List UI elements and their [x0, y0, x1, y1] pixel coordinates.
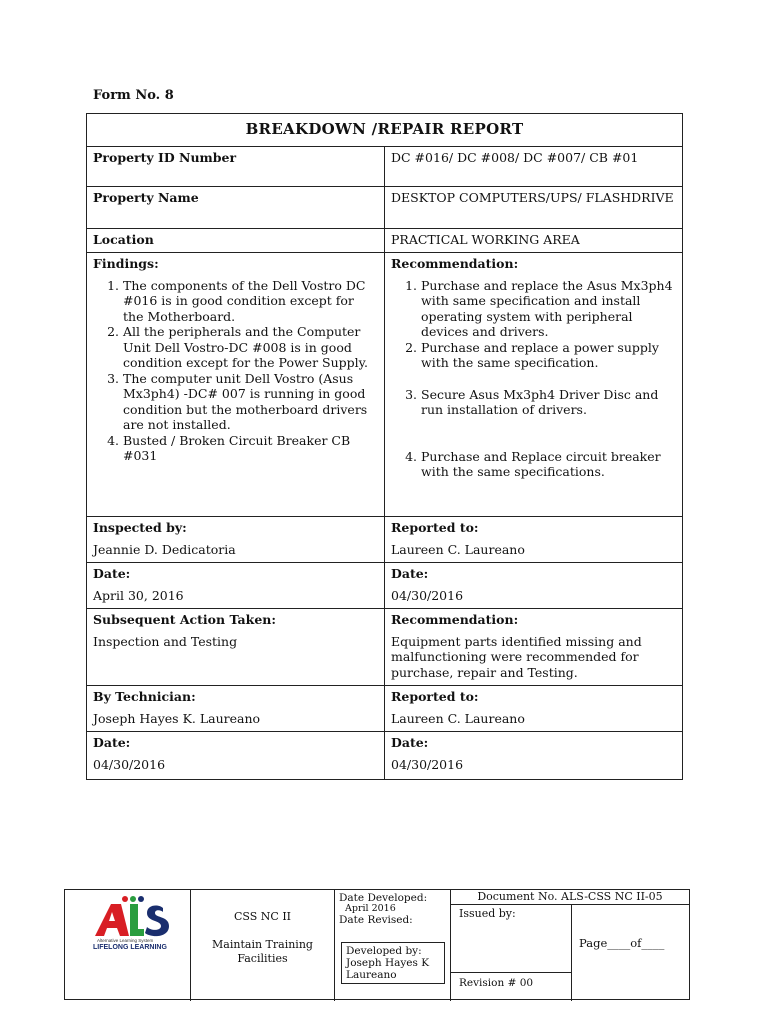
list-spacer [421, 371, 676, 387]
document-info-cell [451, 890, 691, 1001]
property-name-label: Property Name [87, 187, 385, 229]
date-value: 04/30/2016 [391, 756, 464, 772]
location-label: Location [87, 229, 385, 253]
date-cell [87, 563, 385, 609]
subsequent-action-label: Subsequent Action Taken: [93, 612, 276, 627]
findings-label: Findings: [93, 256, 159, 271]
findings-item: 3. The computer unit Dell Vostro (Asus Mx3ph4) -DC# 007 is running in good condition but the motherboard drivers are not installed. [123, 371, 378, 433]
recommendation-2-cell [385, 609, 683, 686]
course-cell [191, 890, 335, 1001]
revision-number: Revision # 00 [451, 972, 571, 993]
date-value: April 30, 2016 [93, 587, 184, 603]
breakdown-report-table [86, 113, 683, 780]
reported-to-label: Reported to: [391, 520, 479, 535]
course-name: CSS NC II [233, 910, 292, 923]
reported-to-cell [385, 517, 683, 563]
findings-cell [87, 253, 385, 517]
logo-caption: Alternative Learning System [97, 938, 154, 943]
date-revised-label: Date Revised: [339, 914, 413, 926]
reported-to-label: Reported to: [391, 689, 479, 704]
date-label: Date: [391, 566, 429, 581]
findings-list [93, 278, 378, 464]
developed-by-box [341, 942, 445, 984]
recommendation-label: Recommendation: [391, 256, 519, 271]
property-id-label: Property ID Number [87, 147, 385, 187]
page-number: Page____of____ [579, 936, 665, 950]
date-cell [385, 732, 683, 780]
dates-cell [335, 890, 451, 1001]
document-footer [64, 889, 690, 1000]
form-number: Form No. 8 [93, 88, 174, 103]
findings-item: 4. Busted / Broken Circuit Breaker CB #031 [123, 433, 378, 464]
report-title: BREAKDOWN /REPAIR REPORT [87, 114, 683, 147]
date-cell [385, 563, 683, 609]
issued-by-cell [451, 905, 572, 1001]
property-name-value: DESKTOP COMPUTERS/UPS/ FLASHDRIVE [385, 187, 683, 229]
als-logo [65, 890, 191, 1001]
developed-by-label: Developed by: [346, 945, 422, 957]
inspected-by-value: Jeannie D. Dedicatoria [93, 541, 236, 557]
subsequent-action-cell [87, 609, 385, 686]
date-label: Date: [391, 735, 429, 750]
recommendation-2-value: Equipment parts identified missing and malfunctioning were recommended for purchase, repair and Testing. [391, 633, 642, 680]
date-developed-value: April 2016 [345, 903, 396, 914]
date-label: Date: [93, 735, 131, 750]
recommendation-cell [385, 253, 683, 517]
inspected-by-cell [87, 517, 385, 563]
reported-to-value: Laureen C. Laureano [391, 541, 525, 557]
developed-by-value: Joseph Hayes K Laureano [346, 957, 430, 981]
als-logo-icon [89, 894, 169, 940]
location-value: PRACTICAL WORKING AREA [385, 229, 683, 253]
findings-item: 1. The components of the Dell Vostro DC #016 is in good condition except for the Motherboard. [123, 278, 378, 325]
module-name: Maintain Training Facilities [212, 938, 313, 965]
recommendation-item: 1. Purchase and replace the Asus Mx3ph4 with same specification and install operating system with peripheral devices and drivers. [421, 278, 676, 340]
recommendation-list [391, 278, 676, 480]
date-label: Date: [93, 566, 131, 581]
logo-tagline: LIFELONG LEARNING [93, 944, 167, 951]
date-value: 04/30/2016 [93, 756, 166, 772]
property-id-value: DC #016/ DC #008/ DC #007/ CB #01 [385, 147, 683, 187]
reported-to-value: Laureen C. Laureano [391, 710, 525, 726]
recommendation-item: 3. Secure Asus Mx3ph4 Driver Disc and run installation of drivers. [421, 387, 676, 418]
recommendation-item: 4. Purchase and Replace circuit breaker with the same specifications. [421, 449, 676, 480]
technician-cell [87, 686, 385, 732]
recommendation-2-label: Recommendation: [391, 612, 519, 627]
reported-to-cell [385, 686, 683, 732]
inspected-by-label: Inspected by: [93, 520, 187, 535]
date-cell [87, 732, 385, 780]
date-developed-label: Date Developed: [339, 892, 428, 904]
list-spacer [421, 418, 676, 449]
date-value: 04/30/2016 [391, 587, 464, 603]
findings-item: 2. All the peripherals and the Computer Unit Dell Vostro-DC #008 is in good condition except for the Power Supply. [123, 324, 378, 371]
subsequent-action-value: Inspection and Testing [93, 633, 238, 649]
issued-by-label: Issued by: [459, 907, 516, 920]
technician-value: Joseph Hayes K. Laureano [93, 710, 261, 726]
technician-label: By Technician: [93, 689, 196, 704]
document-number: Document No. ALS-CSS NC II-05 [451, 890, 689, 905]
recommendation-item: 2. Purchase and replace a power supply with the same specification. [421, 340, 676, 371]
